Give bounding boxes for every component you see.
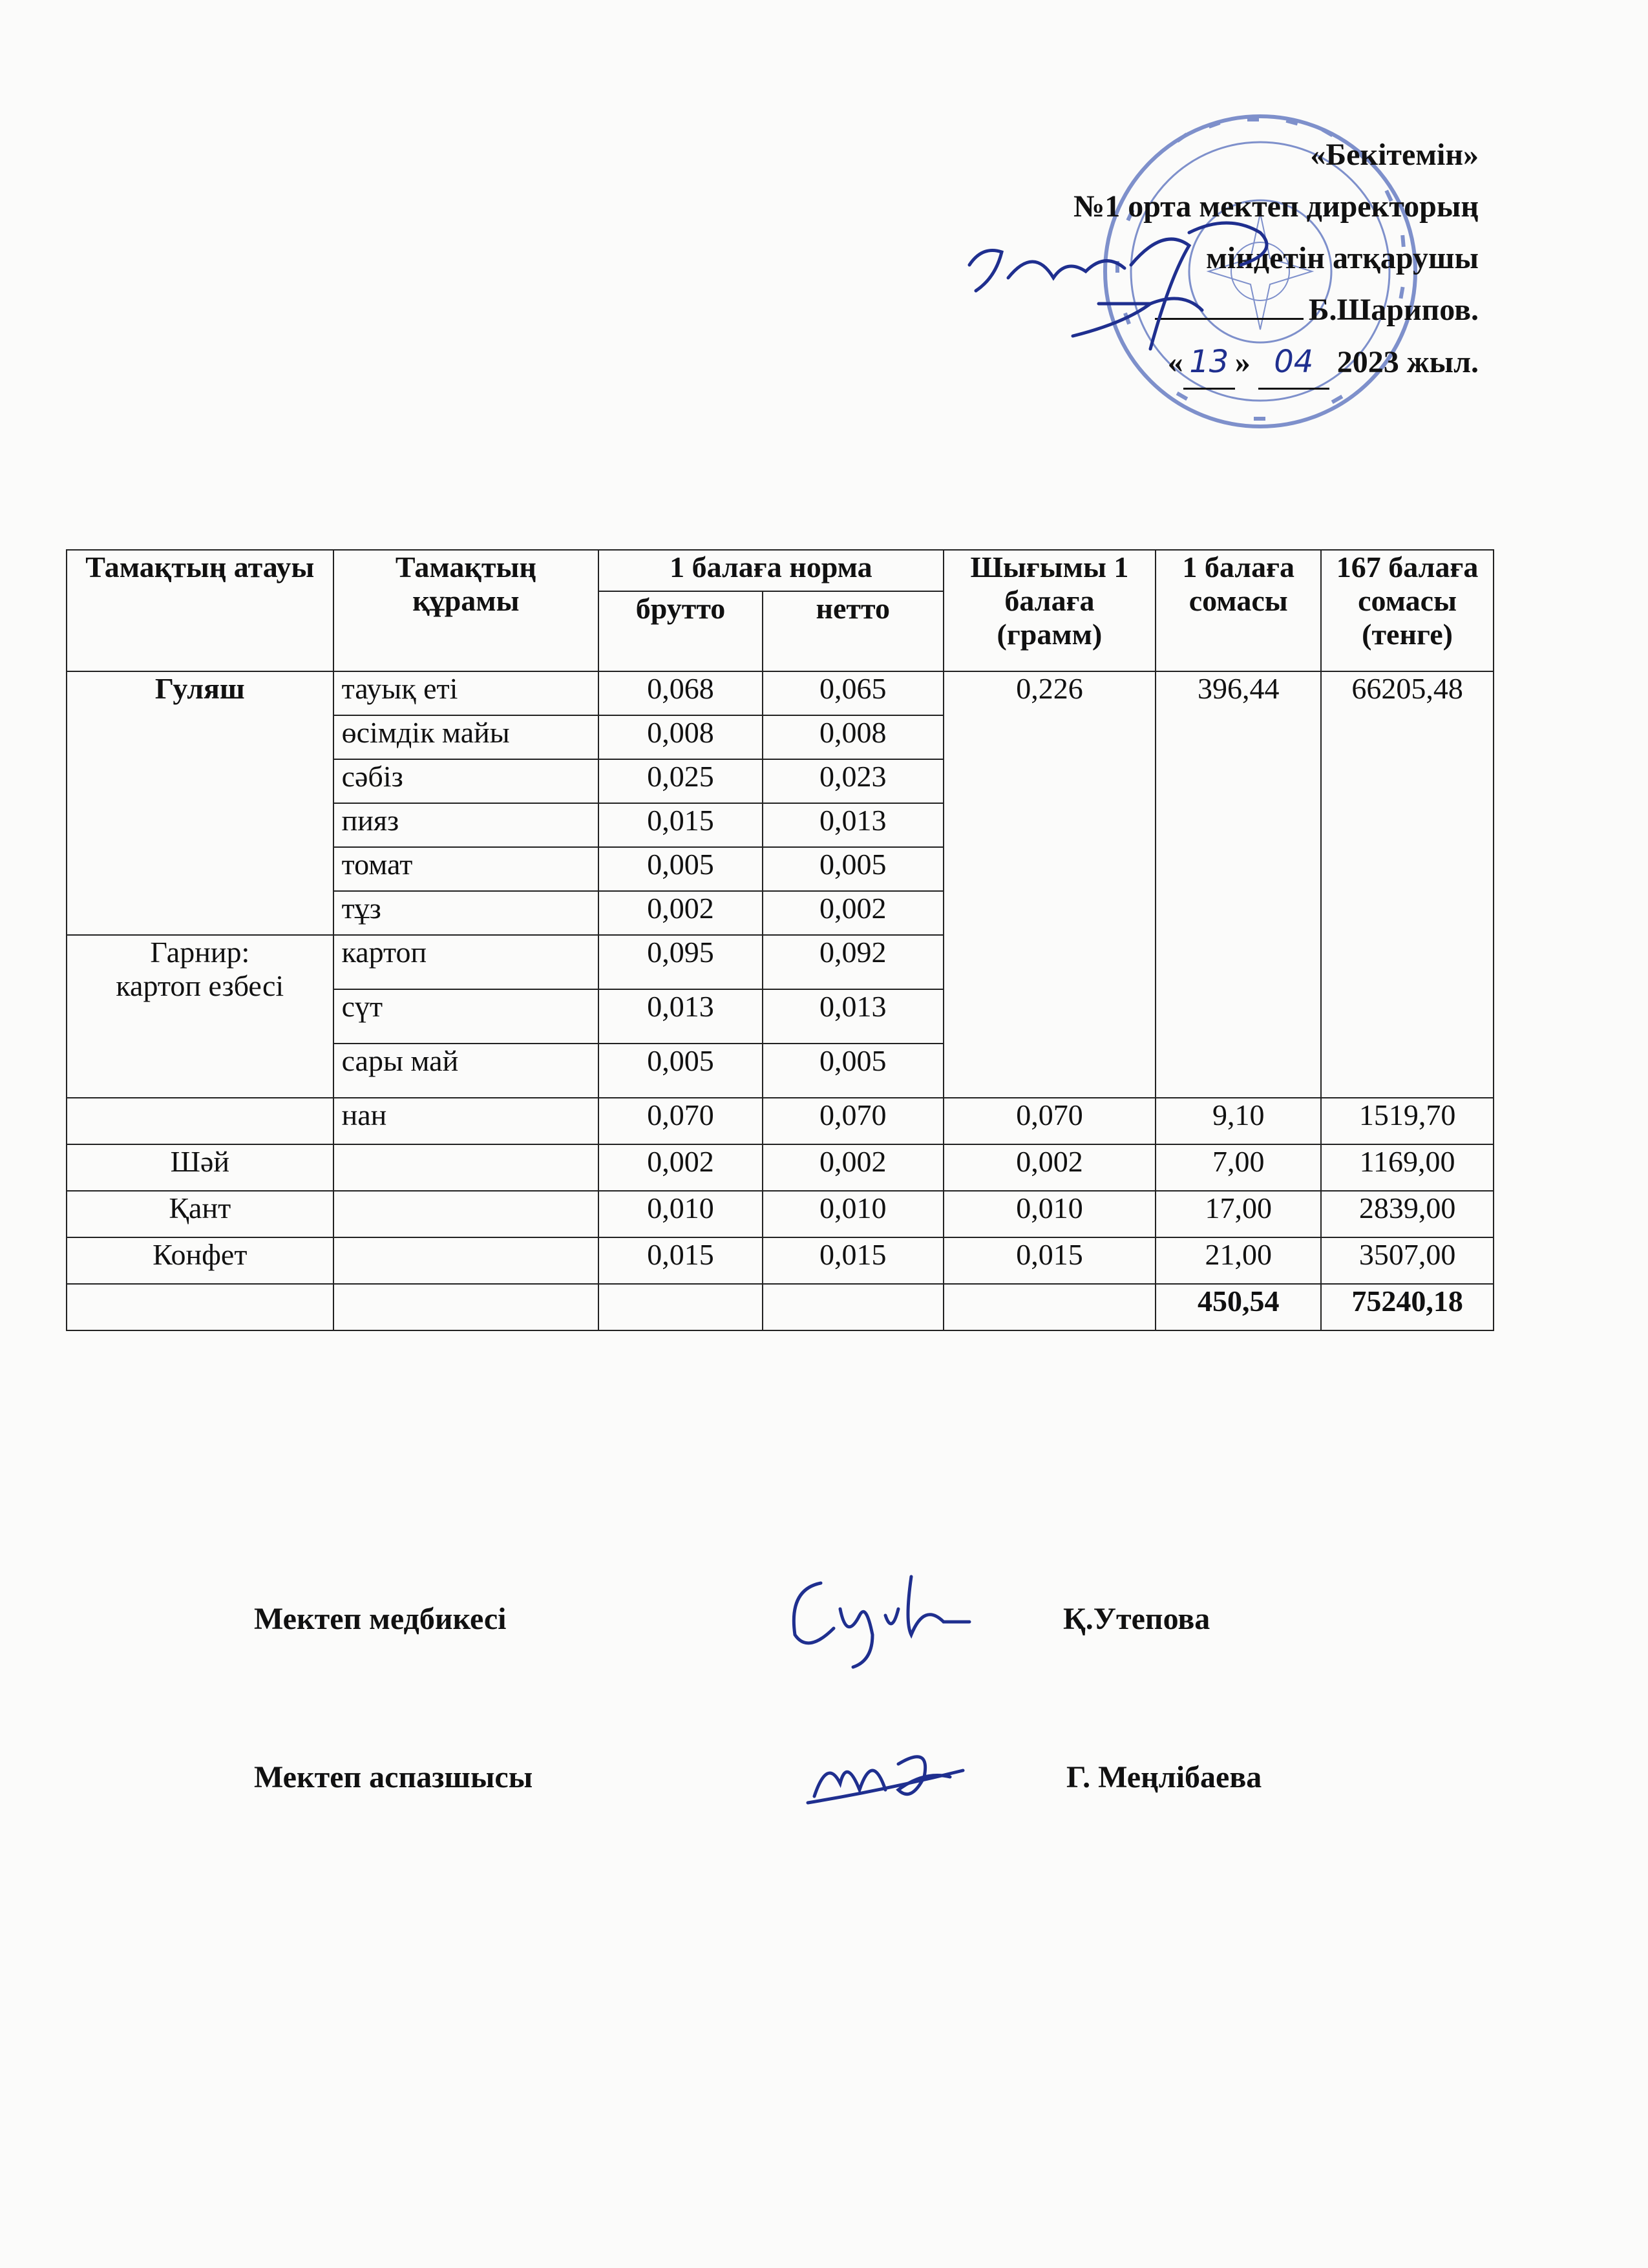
empty-cell bbox=[944, 1284, 1156, 1330]
brutto-cell: 0,010 bbox=[598, 1191, 763, 1237]
empty-cell bbox=[598, 1284, 763, 1330]
empty-cell bbox=[333, 1284, 599, 1330]
table-row bbox=[67, 671, 1494, 715]
date-year: 2023 жыл. bbox=[1336, 345, 1479, 379]
nurse-name: Қ.Утепова bbox=[1063, 1602, 1210, 1636]
cost-one-cell: 7,00 bbox=[1156, 1144, 1321, 1191]
date-day: 13 bbox=[1183, 336, 1235, 390]
yield-cell: 0,226 bbox=[944, 671, 1156, 1098]
dish-name-cell: Конфет bbox=[67, 1237, 333, 1284]
empty-cell bbox=[67, 1284, 333, 1330]
brutto-cell: 0,013 bbox=[598, 989, 763, 1044]
netto-cell: 0,013 bbox=[763, 989, 944, 1044]
cook-signature bbox=[801, 1732, 995, 1809]
ingredient-cell bbox=[333, 1237, 599, 1284]
cost-one-cell: 9,10 bbox=[1156, 1098, 1321, 1144]
brutto-cell: 0,002 bbox=[598, 891, 763, 935]
nurse-title: Мектеп медбикесі bbox=[254, 1602, 507, 1636]
netto-cell: 0,065 bbox=[763, 671, 944, 715]
ingredient-cell: сәбіз bbox=[333, 759, 599, 803]
ingredient-cell: тұз bbox=[333, 891, 599, 935]
header-brutto: брутто bbox=[598, 591, 763, 671]
approval-title: «Бекітемін» bbox=[1310, 138, 1479, 172]
header-row bbox=[67, 550, 1494, 591]
ingredient-cell: томат bbox=[333, 847, 599, 891]
ingredient-cell: картоп bbox=[333, 935, 599, 989]
netto-cell: 0,015 bbox=[763, 1237, 944, 1284]
brutto-cell: 0,068 bbox=[598, 671, 763, 715]
cost-one-cell: 396,44 bbox=[1156, 671, 1321, 1098]
cost-all-cell: 66205,48 bbox=[1321, 671, 1494, 1098]
garnish-label: Гарнир: bbox=[150, 936, 250, 969]
date-month: 04 bbox=[1258, 336, 1329, 390]
dish-name-cell: Қант bbox=[67, 1191, 333, 1237]
header-cost-one: 1 балаға сомасы bbox=[1156, 550, 1321, 671]
date-close-quote: » bbox=[1234, 345, 1251, 379]
cost-all-cell: 1169,00 bbox=[1321, 1144, 1494, 1191]
approval-position: №1 орта мектеп директорың bbox=[1073, 189, 1479, 224]
header-yield: Шығымы 1 балаға (грамм) bbox=[944, 550, 1156, 671]
yield-cell: 0,070 bbox=[944, 1098, 1156, 1144]
netto-cell: 0,023 bbox=[763, 759, 944, 803]
brutto-cell: 0,008 bbox=[598, 715, 763, 759]
table-row bbox=[67, 1191, 1494, 1237]
director-signature bbox=[956, 207, 1318, 375]
ingredient-cell: нан bbox=[333, 1098, 599, 1144]
cook-title: Мектеп аспазшысы bbox=[254, 1760, 533, 1794]
total-cost-one: 450,54 bbox=[1156, 1284, 1321, 1330]
cook-name: Г. Меңлібаева bbox=[1066, 1760, 1262, 1794]
cost-one-cell: 21,00 bbox=[1156, 1237, 1321, 1284]
totals-row bbox=[67, 1284, 1494, 1330]
approval-role: міндетін атқарушы bbox=[1206, 241, 1479, 275]
netto-cell: 0,013 bbox=[763, 803, 944, 847]
header-norm: 1 балаға норма bbox=[598, 550, 943, 591]
table-row bbox=[67, 1098, 1494, 1144]
garnish-name: картоп езбесі bbox=[116, 969, 284, 1002]
brutto-cell: 0,015 bbox=[598, 1237, 763, 1284]
netto-cell: 0,005 bbox=[763, 847, 944, 891]
header-cost-all: 167 балаға сомасы (тенге) bbox=[1321, 550, 1494, 671]
cost-all-cell: 3507,00 bbox=[1321, 1237, 1494, 1284]
total-cost-all: 75240,18 bbox=[1321, 1284, 1494, 1330]
table-row bbox=[67, 1237, 1494, 1284]
yield-cell: 0,002 bbox=[944, 1144, 1156, 1191]
netto-cell: 0,002 bbox=[763, 1144, 944, 1191]
dish-name-cell bbox=[67, 1098, 333, 1144]
brutto-cell: 0,070 bbox=[598, 1098, 763, 1144]
netto-cell: 0,002 bbox=[763, 891, 944, 935]
netto-cell: 0,092 bbox=[763, 935, 944, 989]
header-dish-name: Тамақтың атауы bbox=[67, 550, 333, 671]
cost-all-cell: 1519,70 bbox=[1321, 1098, 1494, 1144]
nurse-signature bbox=[776, 1564, 995, 1674]
header-composition: Тамақтың құрамы bbox=[333, 550, 599, 671]
ingredient-cell bbox=[333, 1144, 599, 1191]
table-row bbox=[67, 1144, 1494, 1191]
dish-name-goulash: Гуляш bbox=[67, 671, 333, 935]
netto-cell: 0,070 bbox=[763, 1098, 944, 1144]
dish-name-garnish bbox=[67, 935, 333, 1098]
ingredient-cell: пияз bbox=[333, 803, 599, 847]
brutto-cell: 0,095 bbox=[598, 935, 763, 989]
ingredient-cell: сүт bbox=[333, 989, 599, 1044]
brutto-cell: 0,025 bbox=[598, 759, 763, 803]
approval-signer: Б.Шарипов. bbox=[1308, 293, 1479, 327]
dish-name-cell: Шәй bbox=[67, 1144, 333, 1191]
brutto-cell: 0,015 bbox=[598, 803, 763, 847]
ingredient-cell: өсімдік майы bbox=[333, 715, 599, 759]
netto-cell: 0,008 bbox=[763, 715, 944, 759]
ingredient-cell bbox=[333, 1191, 599, 1237]
brutto-cell: 0,005 bbox=[598, 1044, 763, 1098]
brutto-cell: 0,005 bbox=[598, 847, 763, 891]
yield-cell: 0,010 bbox=[944, 1191, 1156, 1237]
netto-cell: 0,010 bbox=[763, 1191, 944, 1237]
cost-all-cell: 2839,00 bbox=[1321, 1191, 1494, 1237]
brutto-cell: 0,002 bbox=[598, 1144, 763, 1191]
date-open-quote: « bbox=[1167, 345, 1183, 379]
empty-cell bbox=[763, 1284, 944, 1330]
menu-table bbox=[66, 549, 1494, 1331]
cost-one-cell: 17,00 bbox=[1156, 1191, 1321, 1237]
ingredient-cell: сары май bbox=[333, 1044, 599, 1098]
netto-cell: 0,005 bbox=[763, 1044, 944, 1098]
yield-cell: 0,015 bbox=[944, 1237, 1156, 1284]
header-netto: нетто bbox=[763, 591, 944, 671]
ingredient-cell: тауық еті bbox=[333, 671, 599, 715]
